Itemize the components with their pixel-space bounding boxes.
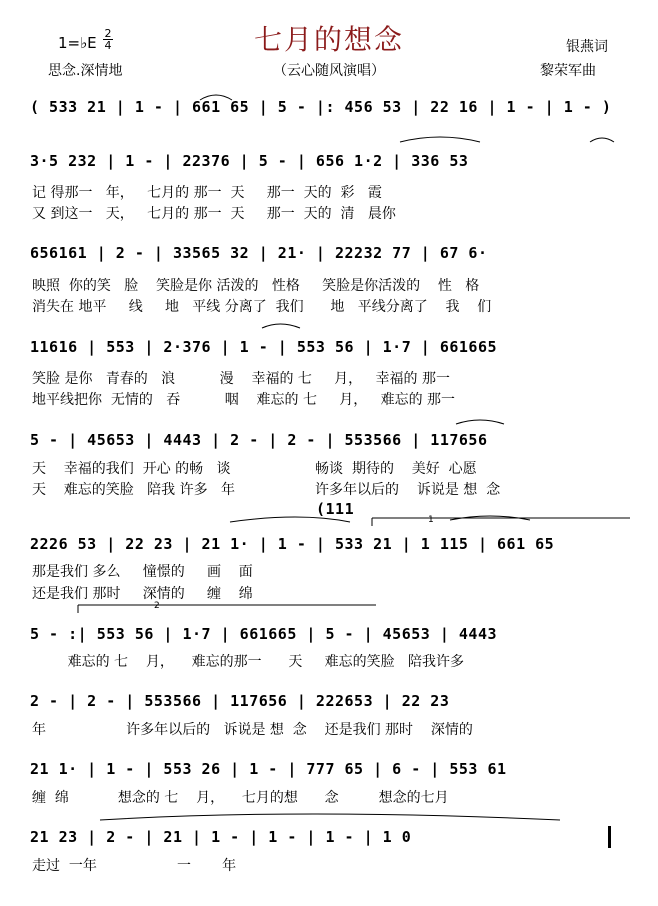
tie-mark (100, 814, 560, 820)
score-line-8: 21 1· | 1 - | 553 26 | 1 - | 777 65 | 6 - | 553 61 (30, 760, 507, 778)
score-line-intro: ( 533 21 | 1 - | 661 65 | 5 - |: 456 53 | 22 16 | 1 - | 1 - ) (30, 98, 612, 116)
meter-top: 2 (104, 27, 112, 40)
song-title: 七月的想念 (253, 23, 404, 56)
lyric-line-5b: 还是我们 那时 深情的 缠 绵 (32, 586, 253, 602)
lyric-line-6: 难忘的 七 月， 难忘的那一 天 难忘的笑脸 陪我许多 (32, 654, 464, 670)
lyricist-credit: 银燕词 (566, 39, 608, 55)
lyric-line-8: 缠 绵 想念的 七 月， 七月的想 念 想念的七月 (32, 790, 449, 806)
score-line-1: 3·5 232 | 1 - | 22376 | 5 - | 656 1·2 | 336 53 (30, 152, 469, 170)
meter-bottom: 4 (104, 39, 112, 52)
lyric-line-1a: 记 得那一 年， 七月的 那一 天 那一 天的 彩 霞 (32, 185, 382, 201)
score-line-4: 5 - | 45653 | 4443 | 2 - | 2 - | 553566 | 117656 (30, 431, 488, 449)
score-line-3: 11616 | 553 | 2·376 | 1 - | 553 56 | 1·7 | 661665 (30, 338, 498, 356)
tie-mark (590, 138, 614, 142)
tie-mark (262, 324, 300, 328)
score-line-6: 5 - :| 553 56 | 1·7 | 661665 | 5 - | 45653 | 4443 (30, 625, 498, 643)
lyric-line-5a: 那是我们 多么 憧憬的 画 面 (32, 564, 253, 580)
performance-style: 思念.深情地 (48, 63, 123, 79)
volta-number: 2 (154, 601, 160, 611)
singer-credit: （云心随风演唱） (273, 63, 385, 79)
tie-mark (400, 137, 480, 142)
lyric-line-3a: 笑脸 是你 青春的 浪 漫 幸福的 七 月， 幸福的 那一 (32, 371, 450, 387)
score-line-2: 656161 | 2 - | 33565 32 | 21· | 22232 77 | 67 6· (30, 244, 488, 262)
score-line-9: 21 23 | 2 - | 21 | 1 - | 1 - | 1 - | 1 0 (30, 828, 412, 846)
lyric-line-4a: 天 幸福的我们 开心 的畅 谈 畅谈 期待的 美好 心愿 (32, 461, 477, 477)
lyric-line-4b: 天 难忘的笑脸 陪我 许多 年 许多年以后的 诉说是 想 念 (32, 482, 501, 498)
lyric-line-2b: 消失在 地平 线 地 平线 分离了 我们 地 平线分离了 我 们 (32, 299, 492, 315)
lyric-line-1b: 又 到这一 天， 七月的 那一 天 那一 天的 清 晨你 (32, 206, 396, 222)
tie-mark (200, 95, 232, 100)
score-line-7: 2 - | 2 - | 553566 | 117656 | 222653 | 22 23 (30, 692, 450, 710)
tie-mark (230, 517, 350, 522)
bracket-pickup: (111 (316, 500, 355, 518)
lyric-line-7: 年 许多年以后的 诉说是 想 念 还是我们 那时 深情的 (32, 722, 473, 738)
lyric-line-2a: 映照 你的笑 脸 笑脸是你 活泼的 性格 笑脸是你活泼的 性 格 (32, 278, 480, 294)
volta-number: 1 (428, 515, 434, 525)
lyric-line-9: 走过 一年 一 年 (32, 858, 237, 874)
score-line-5: 2226 53 | 22 23 | 21 1· | 1 - | 533 21 | 1 115 | 661 65 (30, 535, 555, 553)
key-signature: 1=♭E (58, 34, 97, 52)
composer-credit: 黎荣军曲 (540, 63, 596, 79)
tie-mark (456, 420, 504, 424)
lyric-line-3b: 地平线把你 无情的 吞 咽 难忘的 七 月， 难忘的 那一 (32, 392, 456, 408)
